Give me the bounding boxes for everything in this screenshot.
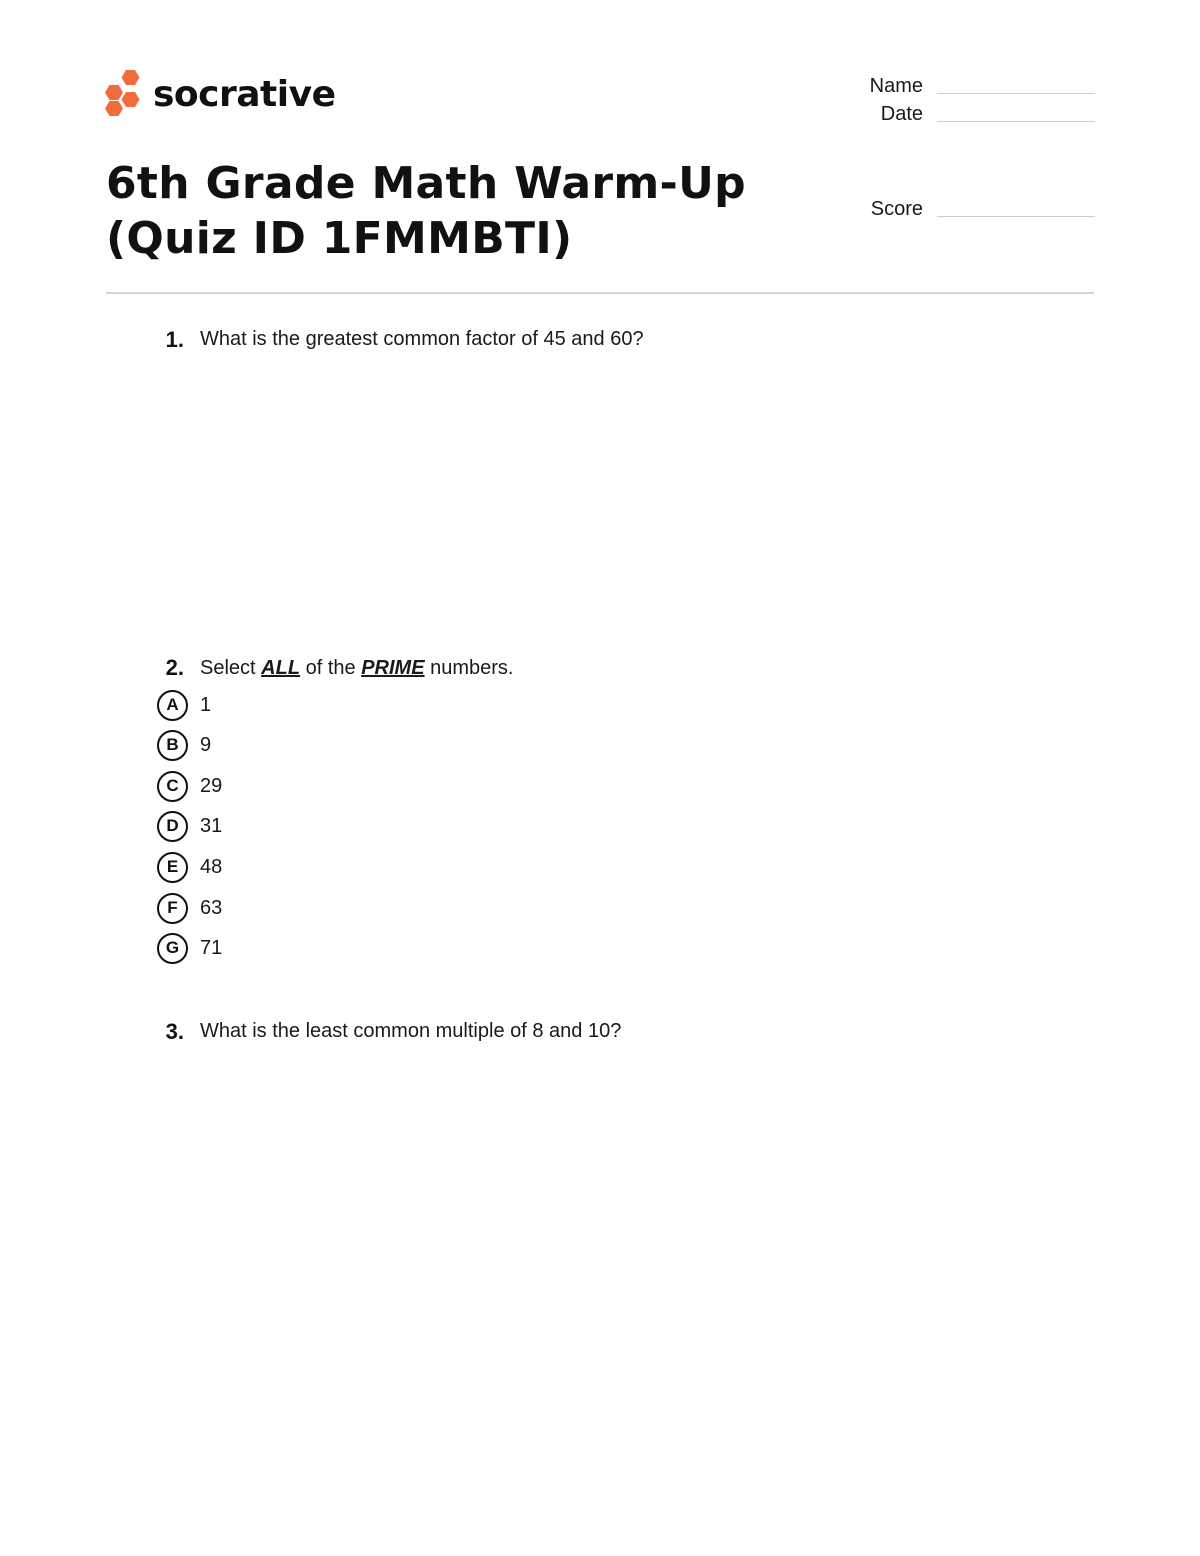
text-part: numbers. (424, 657, 514, 679)
score-label: Score (870, 198, 923, 220)
choice-text: 31 (200, 814, 223, 837)
score-line[interactable] (937, 216, 1095, 217)
brand-wordmark: socrative (153, 74, 336, 115)
choice-text: 71 (200, 936, 223, 959)
choice-bubble[interactable]: C (157, 771, 188, 802)
choice-c[interactable] (157, 770, 223, 802)
choice-text: 63 (200, 896, 223, 919)
choice-bubble[interactable]: F (157, 893, 188, 924)
choice-d[interactable] (157, 810, 223, 842)
choice-text: 9 (200, 733, 212, 756)
choice-e[interactable] (157, 851, 223, 883)
choice-text: 48 (200, 855, 223, 878)
date-field[interactable] (863, 102, 923, 126)
date-line[interactable] (937, 121, 1095, 122)
question-text (200, 657, 513, 680)
choice-text: 29 (200, 774, 223, 797)
choice-f[interactable] (157, 892, 223, 924)
question-number: 3. (165, 1019, 184, 1044)
question-number: 2. (165, 655, 184, 680)
emphasis-all: ALL (261, 657, 301, 679)
header-divider (106, 292, 1094, 294)
date-label: Date (880, 103, 923, 125)
text-part: of the (300, 657, 362, 679)
choice-bubble[interactable]: G (157, 933, 188, 964)
question-number: 1. (165, 327, 184, 352)
hexagon-cluster-icon (105, 68, 145, 118)
choice-bubble[interactable]: A (157, 690, 188, 721)
name-label: Name (869, 75, 923, 97)
socrative-logo (105, 68, 336, 118)
choice-bubble[interactable]: B (157, 730, 188, 761)
emphasis-prime: PRIME (361, 657, 425, 679)
name-field[interactable] (863, 74, 923, 98)
choice-b[interactable] (157, 729, 212, 761)
page-title: 6th Grade Math Warm-Up (Quiz ID 1FMMBTI) (106, 158, 746, 264)
choice-bubble[interactable]: E (157, 852, 188, 883)
question-text: What is the least common multiple of 8 and 10? (200, 1020, 622, 1042)
choice-text: 1 (200, 693, 212, 716)
choice-bubble[interactable]: D (157, 811, 188, 842)
question-text: What is the greatest common factor of 45 and 60? (200, 328, 644, 350)
choice-a[interactable] (157, 689, 212, 721)
choice-g[interactable] (157, 932, 223, 964)
text-part: Select (200, 657, 262, 679)
score-field[interactable] (863, 197, 923, 221)
name-line[interactable] (937, 93, 1095, 94)
